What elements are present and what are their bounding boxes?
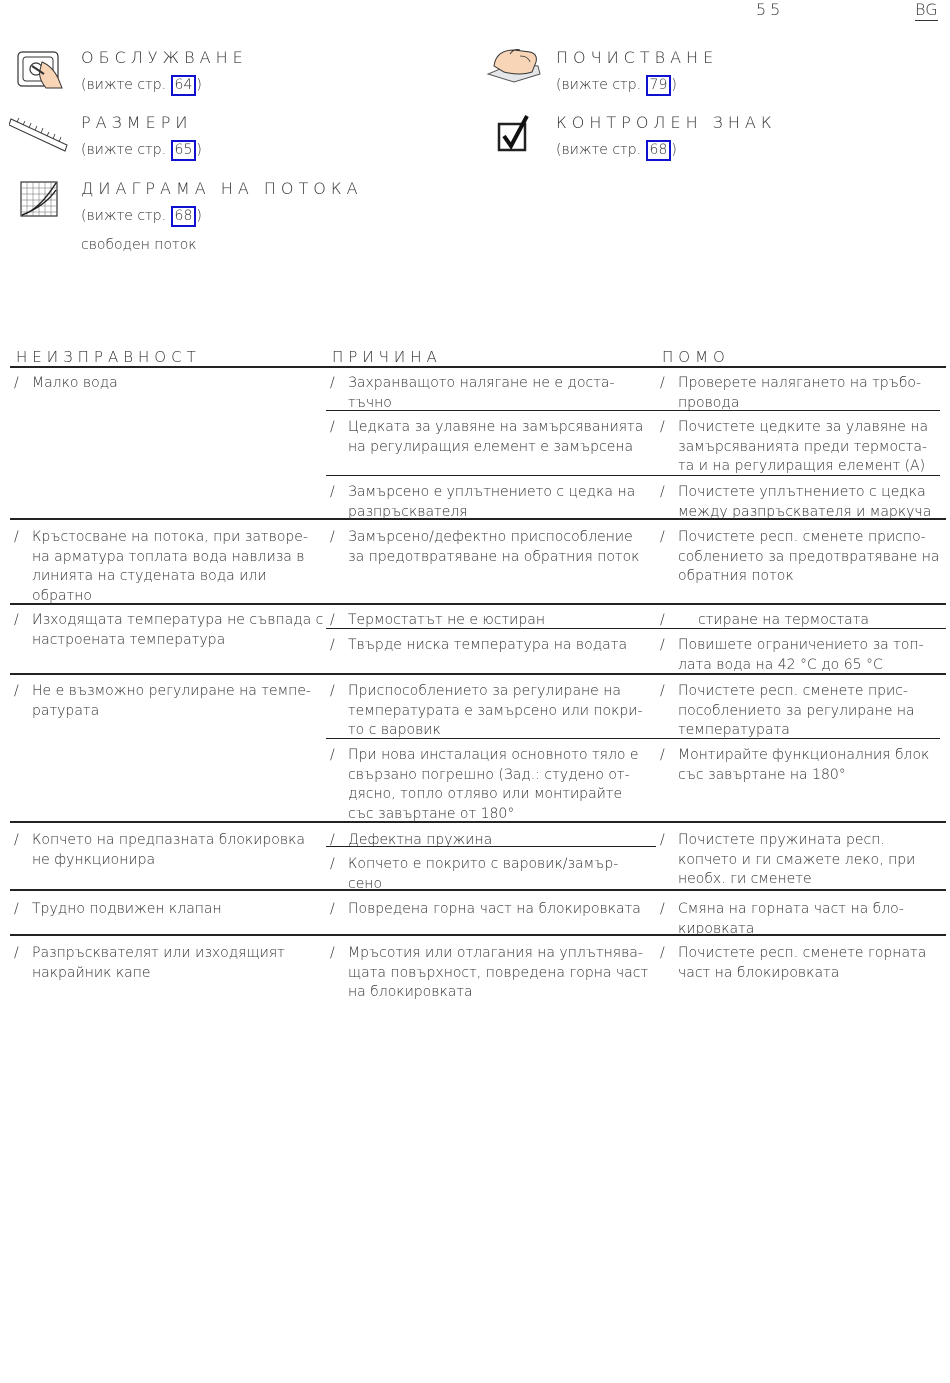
nav-cleaning bbox=[556, 48, 718, 96]
flow-diagram-title: ДИАГРАМА НА ПОТОКА bbox=[81, 179, 363, 198]
remedy-text: Почистете респ. сменете приспо-соблението за предотвратяване на обратния поток bbox=[678, 529, 940, 584]
cause-cell: / Копчето е покрито с варовик/замър-сено bbox=[330, 855, 650, 894]
header-rule bbox=[10, 366, 946, 368]
cause-cell: / Захранващото налягане не е доста-тъчно bbox=[330, 374, 650, 413]
remedy-cell: / Почистете уплътнението с цедка между разпръсквателя и маркуча bbox=[660, 483, 946, 522]
cause-cell: / Дефектна пружина bbox=[330, 831, 650, 851]
cause-text: Мръсотия или отлагания на уплътнява-щата повърхност, повредена горна част на блокировката bbox=[348, 945, 649, 1000]
cause-text: Твърде ниска температура на водата bbox=[348, 637, 628, 653]
flow-diagram-icon bbox=[19, 180, 59, 218]
remedy-cell: / Почистете цедките за улавяне на замърсяванията преди термоста-та и на регулиращия елемент (A) bbox=[660, 418, 940, 477]
fault-cell: / Копчето на предпазната блокировка не функционира bbox=[14, 831, 324, 870]
service-page-ref: (вижте стр. 64 ) bbox=[81, 75, 248, 96]
remedy-text: Почистете респ. сменете прис-пособлението за регулиране на температурата bbox=[678, 683, 915, 738]
cause-cell: / Твърде ниска температура на водата bbox=[330, 636, 650, 656]
cleaning-title: ПОЧИСТВАНЕ bbox=[556, 48, 719, 67]
nav-service bbox=[81, 48, 248, 96]
cause-cell: / Термостатът не е юстиран bbox=[330, 611, 650, 631]
remedy-text: Почистете пружината респ. копчето и ги смажете леко, при необх. ги сменете bbox=[678, 832, 916, 887]
ruler-icon bbox=[9, 111, 69, 153]
cleaning-hand-icon bbox=[484, 44, 544, 90]
hand-wrench-icon bbox=[14, 48, 64, 90]
fault-text: Кръстосване на потока, при затворе-на арматура топлата вода навлиза в линията на студената вода или обратно bbox=[32, 529, 308, 604]
page-number: 55 bbox=[756, 0, 785, 19]
cleaning-page-ref: (вижте стр. 79 ) bbox=[556, 75, 718, 96]
flow-diagram-page-ref: (вижте стр. 68 ) bbox=[81, 206, 363, 227]
cause-text: Дефектна пружина bbox=[348, 832, 493, 848]
remedy-cell: / Повишете ограничението за топ-лата вода на 42 °C до 65 °C bbox=[660, 636, 940, 675]
flow-diagram-note: свободен поток bbox=[81, 237, 197, 253]
remedy-cell: / Почистете пружината респ. копчето и ги смажете леко, при необх. ги сменете bbox=[660, 831, 940, 890]
remedy-text: Повишете ограничението за топ-лата вода на 42 °C до 65 °C bbox=[678, 637, 924, 673]
header-fault: НЕИЗПРАВНОСТ bbox=[16, 348, 201, 366]
nav-dimensions bbox=[81, 113, 202, 161]
cleaning-page-link[interactable]: 79 bbox=[646, 75, 672, 96]
checkbox-icon bbox=[495, 114, 531, 154]
fault-cell: / Разпръсквателят или изходящият накрайник капе bbox=[14, 944, 304, 983]
cause-cell: / Замърсено/дефектно приспособление за предотвратяване на обратния поток bbox=[330, 528, 650, 567]
cause-cell: / При нова инсталация основното тяло е свързано погрешно (Зад.: студено от-дясно, топло отляво или монтирайте със завъртане от 180° bbox=[330, 746, 650, 824]
fault-text: Изходящата температура не съвпада с настроената температура bbox=[32, 612, 324, 648]
header-remedy: ПОМО bbox=[662, 348, 730, 366]
fault-cell: / Изходящата температура не съвпада с настроената температура bbox=[14, 611, 324, 650]
remedy-cell: / Смяна на горната част на бло-кировката bbox=[660, 900, 930, 939]
language-code: BG bbox=[915, 0, 938, 19]
cause-text: Замърсено е уплътнението с цедка на разпръсквателя bbox=[348, 484, 636, 520]
cause-cell: / Повредена горна част на блокировката bbox=[330, 900, 650, 920]
dimensions-page-link[interactable]: 65 bbox=[171, 140, 197, 161]
fault-cell: / Трудно подвижен клапан bbox=[14, 900, 314, 920]
remedy-cell: / Почистете респ. сменете прис-пособлението за регулиране на температурата bbox=[660, 682, 940, 741]
cause-text: Цедката за улавяне на замърсяванията на регулиращия елемент е замърсена bbox=[348, 419, 644, 455]
remedy-text: стиране на термостата bbox=[698, 612, 870, 628]
check-mark-page-ref: (вижте стр. 68 ) bbox=[556, 140, 777, 161]
remedy-cell: / стиране на термостата bbox=[660, 611, 946, 631]
cause-text: Приспособлението за регулиране на температурата е замърсено или покри-то с варовик bbox=[348, 683, 643, 738]
fault-text: Разпръсквателят или изходящият накрайник капе bbox=[32, 945, 285, 981]
fault-cell: / Кръстосване на потока, при затворе-на арматура топлата вода навлиза в линията на студената вода или обратно bbox=[14, 528, 314, 606]
remedy-cell: / Монтирайте функционалния блок със завъртане на 180° bbox=[660, 746, 940, 785]
cause-text: Замърсено/дефектно приспособление за предотвратяване на обратния поток bbox=[348, 529, 640, 565]
flow-diagram-page-link[interactable]: 68 bbox=[171, 206, 197, 227]
check-mark-title: КОНТРОЛЕН ЗНАК bbox=[556, 113, 777, 132]
nav-flow-diagram bbox=[81, 179, 363, 227]
check-mark-page-link[interactable]: 68 bbox=[646, 140, 672, 161]
cause-cell: / Мръсотия или отлагания на уплътнява-щата повърхност, повредена горна част на блокировката bbox=[330, 944, 650, 1003]
remedy-text: Монтирайте функционалния блок със завъртане на 180° bbox=[678, 747, 930, 783]
remedy-text: Почистете уплътнението с цедка между разпръсквателя и маркуча bbox=[678, 484, 932, 520]
cause-text: Повредена горна част на блокировката bbox=[348, 901, 641, 917]
nav-check-mark bbox=[556, 113, 777, 161]
header-cause: ПРИЧИНА bbox=[332, 348, 442, 366]
fault-text: Копчето на предпазната блокировка не функционира bbox=[32, 832, 305, 868]
service-page-link[interactable]: 64 bbox=[171, 75, 197, 96]
remedy-text: Смяна на горната част на бло-кировката bbox=[678, 901, 904, 937]
cause-cell: / Замърсено е уплътнението с цедка на разпръсквателя bbox=[330, 483, 650, 522]
dimensions-page-ref: (вижте стр. 65 ) bbox=[81, 140, 202, 161]
cause-text: Захранващото налягане не е доста-тъчно bbox=[348, 375, 615, 411]
remedy-cell: / Почистете респ. сменете горната част на блокировката bbox=[660, 944, 946, 983]
fault-cell: / Не е възможно регулиране на темпе-ратурата bbox=[14, 682, 314, 721]
cause-cell: / Приспособлението за регулиране на температурата е замърсено или покри-то с варовик bbox=[330, 682, 650, 741]
cause-text: При нова инсталация основното тяло е свързано погрешно (Зад.: студено от-дясно, топло отляво или монтирайте със завъртане от 180° bbox=[348, 747, 639, 822]
fault-cell: / Малко вода bbox=[14, 374, 314, 394]
fault-text: Не е възможно регулиране на темпе-ратурата bbox=[32, 683, 311, 719]
remedy-text: Почистете цедките за улавяне на замърсяванията преди термоста-та и на регулиращия елемент (A) bbox=[678, 419, 929, 474]
dimensions-title: РАЗМЕРИ bbox=[81, 113, 193, 132]
cause-text: Копчето е покрито с варовик/замър-сено bbox=[348, 856, 619, 892]
remedy-text: Почистете респ. сменете горната част на блокировката bbox=[678, 945, 927, 981]
remedy-cell: / Проверете налягането на тръбо-провода bbox=[660, 374, 940, 413]
fault-text: Трудно подвижен клапан bbox=[32, 901, 222, 917]
cause-cell: / Цедката за улавяне на замърсяванията на регулиращия елемент е замърсена bbox=[330, 418, 650, 457]
cause-text: Термостатът не е юстиран bbox=[348, 612, 546, 628]
fault-text: Малко вода bbox=[32, 375, 118, 391]
service-title: ОБСЛУЖВАНЕ bbox=[81, 48, 248, 67]
remedy-text: Проверете налягането на тръбо-провода bbox=[678, 375, 922, 411]
remedy-cell: / Почистете респ. сменете приспо-соблението за предотвратяване на обратния поток bbox=[660, 528, 946, 587]
